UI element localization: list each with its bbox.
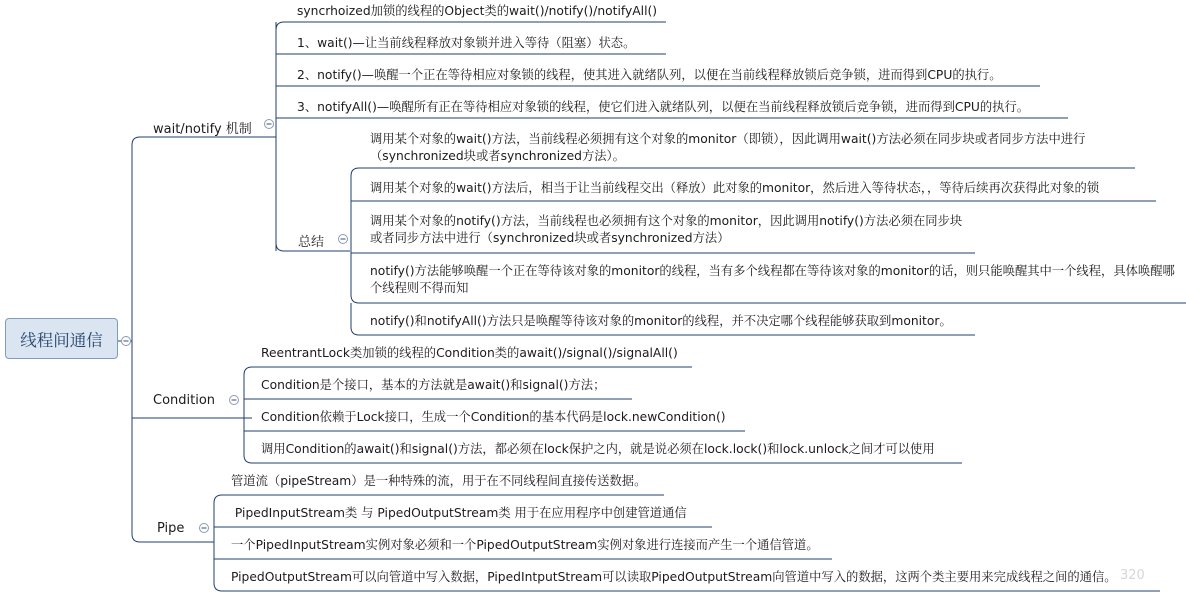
summary-item-4: notify()方法能够唤醒一个正在等待该对象的monitor的线程，当有多个线程都在等待该对象的monitor的话，则只能唤醒其中一个线程，具体唤醒哪个线程则不得而知	[370, 264, 1175, 295]
condition-item-4: 调用Condition的await()和signal()方法，都必须在lock保护之内，就是说必须在lock.lock()和lock.unlock之间才可以使用	[261, 442, 935, 456]
condition-item-3: Condition依赖于Lock接口，生成一个Condition的基本代码是lock.newCondition()	[261, 410, 726, 424]
branch-summary[interactable]: 总结	[298, 235, 325, 250]
branch-condition[interactable]: Condition	[153, 393, 216, 408]
wait-item-3: 2、notify()—唤醒一个正在等待相应对象锁的线程，使其进入就绪队列，以便在当前线程释放锁后竞争锁，进而得到CPU的执行。	[297, 68, 1002, 82]
pipe-item-1: 管道流（pipeStream）是一种特殊的流，用于在不同线程间直接传送数据。	[231, 474, 647, 488]
watermark: 320	[1120, 568, 1145, 583]
pipe-item-3: 一个PipedInputStream实例对象必须和一个PipedOutputStream实例对象进行连接而产生一个通信管道。	[231, 538, 819, 552]
connector-curve	[132, 137, 276, 341]
wait-item-4: 3、notifyAll()—唤醒所有正在等待相应对象锁的线程，使它们进入就绪队列，以便在当前线程释放锁后竞争锁，进而得到CPU的执行。	[297, 100, 1030, 114]
wait-item-2: 1、wait()—让当前线程释放对象锁并进入等待（阻塞）状态。	[297, 36, 636, 50]
summary-item-5: notify()和notifyAll()方法只是唤醒等待该对象的monitor的线程，并不决定哪个线程能够获取到monitor。	[370, 314, 952, 328]
branch-wait-notify[interactable]: wait/notify 机制	[153, 122, 252, 137]
condition-item-1: ReentrantLock类加锁的线程的Condition类的await()/signal()/signalAll()	[261, 346, 678, 360]
summary-item-1: 调用某个对象的wait()方法，当前线程必须拥有这个对象的monitor（即锁），因此调用wait()方法必须在同步块或者同步方法中进行（synchronized块或者synchronized方法）。	[370, 132, 1086, 163]
root-node[interactable]	[5, 318, 118, 359]
wait-item-1: syncrhoized加锁的线程的Object类的wait()/notify()/notifyAll()	[297, 4, 658, 18]
summary-item-2: 调用某个对象的wait()方法后，相当于让当前线程交出（释放）此对象的monitor，然后进入等待状态，，等待后续再次获得此对象的锁	[370, 181, 1100, 195]
condition-item-2: Condition是个接口，基本的方法就是await()和signal()方法；	[261, 378, 606, 392]
branch-pipe[interactable]: Pipe	[157, 521, 185, 536]
pipe-item-2: PipedInputStream类 与 PipedOutputStream类 用于在应用程序中创建管道通信	[231, 506, 687, 520]
root-label: 线程间通信	[20, 330, 103, 350]
summary-item-3: 调用某个对象的notify()方法，当前线程也必须拥有这个对象的monitor，因此调用notify()方法必须在同步块或者同步方法中进行（synchronized块或者synchronized方法）	[370, 214, 963, 245]
pipe-item-4: PipedOutputStream可以向管道中写入数据，PipedIntputStream可以读取PipedOutputStream向管道中写入的数据，这两个类主要用来完成线程之间的通信。	[231, 570, 1117, 584]
connector-curve	[132, 341, 214, 542]
